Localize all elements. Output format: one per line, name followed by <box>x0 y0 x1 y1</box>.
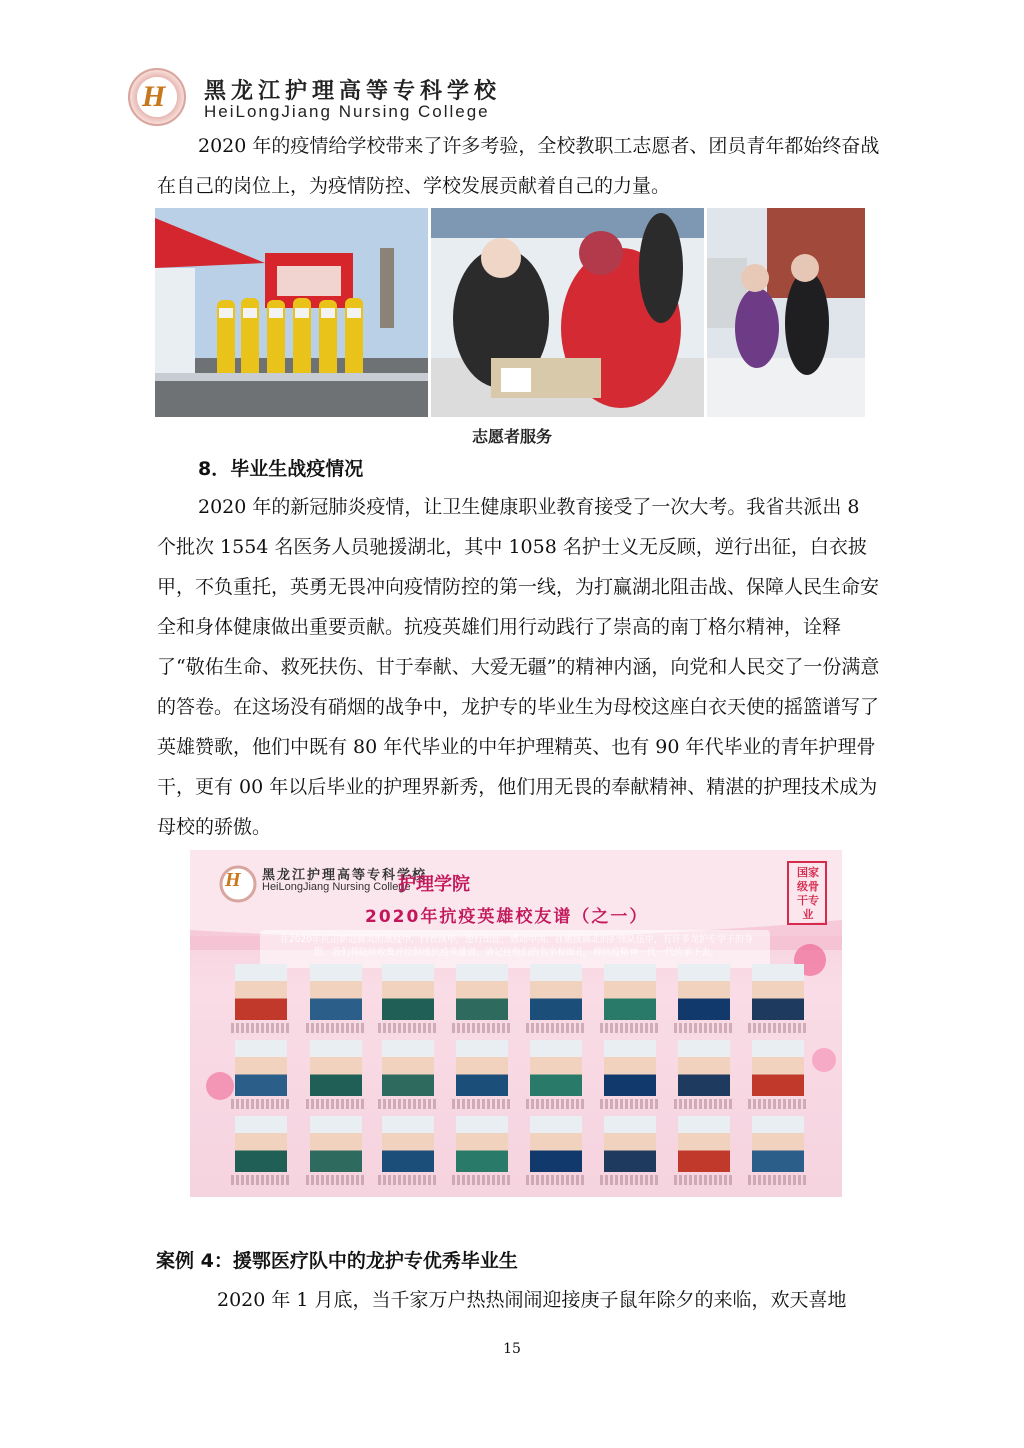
alumni-portrait <box>530 964 582 1020</box>
alumni-caption-bar <box>600 1099 660 1109</box>
alumni-portrait <box>604 964 656 1020</box>
alumni-caption-bar <box>600 1023 660 1033</box>
alumni-portrait <box>235 1116 287 1172</box>
school-header <box>128 68 528 128</box>
alumni-heroes-poster <box>190 850 842 1197</box>
alumni-caption-bar <box>378 1023 438 1033</box>
poster-logo-monogram: H <box>225 869 241 891</box>
alumni-portrait <box>530 1040 582 1096</box>
poster-school-cn: 黑龙江护理高等专科学校 <box>262 868 428 883</box>
alumni-caption-bar <box>674 1175 734 1185</box>
alumni-portrait <box>235 964 287 1020</box>
alumni-caption-bar <box>378 1175 438 1185</box>
school-logo <box>128 68 186 126</box>
alumni-caption-bar <box>674 1023 734 1033</box>
school-name-cn: 黑龙江护理高等专科学校 <box>204 78 502 104</box>
alumni-caption-bar <box>452 1023 512 1033</box>
alumni-caption-bar <box>231 1099 291 1109</box>
alumni-portrait <box>310 1116 362 1172</box>
alumni-portrait <box>235 1040 287 1096</box>
logo-monogram: H <box>142 80 166 113</box>
page-number: 15 <box>503 1341 521 1357</box>
volunteer-photo-row <box>155 208 865 417</box>
alumni-caption-bar <box>526 1099 586 1109</box>
poster-seal: 国家级骨干专业 <box>797 866 819 921</box>
alumni-portrait <box>382 964 434 1020</box>
poster-intro: 在2020年抗击新冠肺炎的战疫中，白衣执甲，逆行出征，感动中国。在驰援湖北的护理队伍中，有许多龙护专学子的身影。我们将陆续收集并绘制成抗疫英雄谱，请记住他们的名字和面孔，将抗疫精神一代一代传承下去。 <box>280 935 753 958</box>
alumni-portrait <box>678 964 730 1020</box>
alumni-portrait <box>456 1040 508 1096</box>
photo-volunteer-registration <box>431 208 704 417</box>
photo-volunteers-yellow-suits <box>155 208 428 417</box>
alumni-portrait <box>310 1040 362 1096</box>
alumni-portrait <box>530 1116 582 1172</box>
section-heading-8: 8．毕业生战疫情况 <box>198 458 364 480</box>
alumni-portrait <box>382 1040 434 1096</box>
alumni-portrait <box>604 1116 656 1172</box>
alumni-caption-bar <box>526 1023 586 1033</box>
alumni-caption-bar <box>748 1023 808 1033</box>
alumni-caption-bar <box>526 1175 586 1185</box>
alumni-caption-bar <box>378 1099 438 1109</box>
alumni-portrait <box>752 1040 804 1096</box>
alumni-portrait <box>382 1116 434 1172</box>
alumni-portrait <box>752 964 804 1020</box>
alumni-portrait <box>456 964 508 1020</box>
alumni-caption-bar <box>600 1175 660 1185</box>
paragraph-graduates-fight-epidemic: 2020 年的新冠肺炎疫情，让卫生健康职业教育接受了一次大考。我省共派出 8 个批次 1554 名医务人员驰援湖北，其中 1058 名护士义无反顾，逆行出征，白衣披甲，不负重托，英勇无畏冲向疫情防控的第一线，为打赢湖北阻击战、保障人民生命安全和身体健康做出重要贡献。抗疫英雄们用行动践行了崇高的南丁格尔精神，诠释了“敬佑生命、救死扶伤、甘于奉献、大爱无疆”的精神内涵，向党和人民交了一份满意的答卷。在这场没有硝烟的战争中，龙护专的毕业生为母校这座白衣天使的摇篮谱写了英雄赞歌，他们中既有 80 年代毕业的中年护理精英、也有 90 年代毕业的青年护理骨干，更有 00 年以后毕业的护理界新秀，他们用无畏的奉献精神、精湛的护理技术成为母校的骄傲。 <box>157 496 880 838</box>
photo-caption: 志愿者服务 <box>471 429 552 446</box>
alumni-portrait <box>604 1040 656 1096</box>
alumni-caption-bar <box>452 1175 512 1185</box>
alumni-caption-bar <box>748 1099 808 1109</box>
alumni-portrait <box>678 1116 730 1172</box>
alumni-caption-bar <box>674 1099 734 1109</box>
paragraph-case-4-intro: 2020 年 1 月底，当千家万户热热闹闹迎接庚子鼠年除夕的来临，欢天喜地 <box>217 1289 847 1311</box>
alumni-caption-bar <box>231 1023 291 1033</box>
alumni-portrait <box>456 1116 508 1172</box>
paragraph-volunteers: 2020 年的疫情给学校带来了许多考验，全校教职工志愿者、团员青年都始终奋战在自己的岗位上，为疫情防控、学校发展贡献着自己的力量。 <box>157 135 880 197</box>
school-name-en: HeiLongJiang Nursing College <box>204 102 490 121</box>
poster-school-en: HeiLongJiang Nursing College <box>262 881 411 893</box>
alumni-portrait <box>310 964 362 1020</box>
poster-title: 2020年抗疫英雄校友谱（之一） <box>365 907 649 927</box>
alumni-portrait <box>752 1116 804 1172</box>
alumni-portrait <box>678 1040 730 1096</box>
alumni-caption-bar <box>306 1023 366 1033</box>
photo-winter-volunteer <box>707 208 865 417</box>
case-4-heading: 案例 4：援鄂医疗队中的龙护专优秀毕业生 <box>156 1250 518 1272</box>
alumni-caption-bar <box>748 1175 808 1185</box>
poster-college: 护理学院 <box>398 874 470 895</box>
alumni-caption-bar <box>306 1175 366 1185</box>
alumni-caption-bar <box>231 1175 291 1185</box>
alumni-caption-bar <box>306 1099 366 1109</box>
alumni-caption-bar <box>452 1099 512 1109</box>
